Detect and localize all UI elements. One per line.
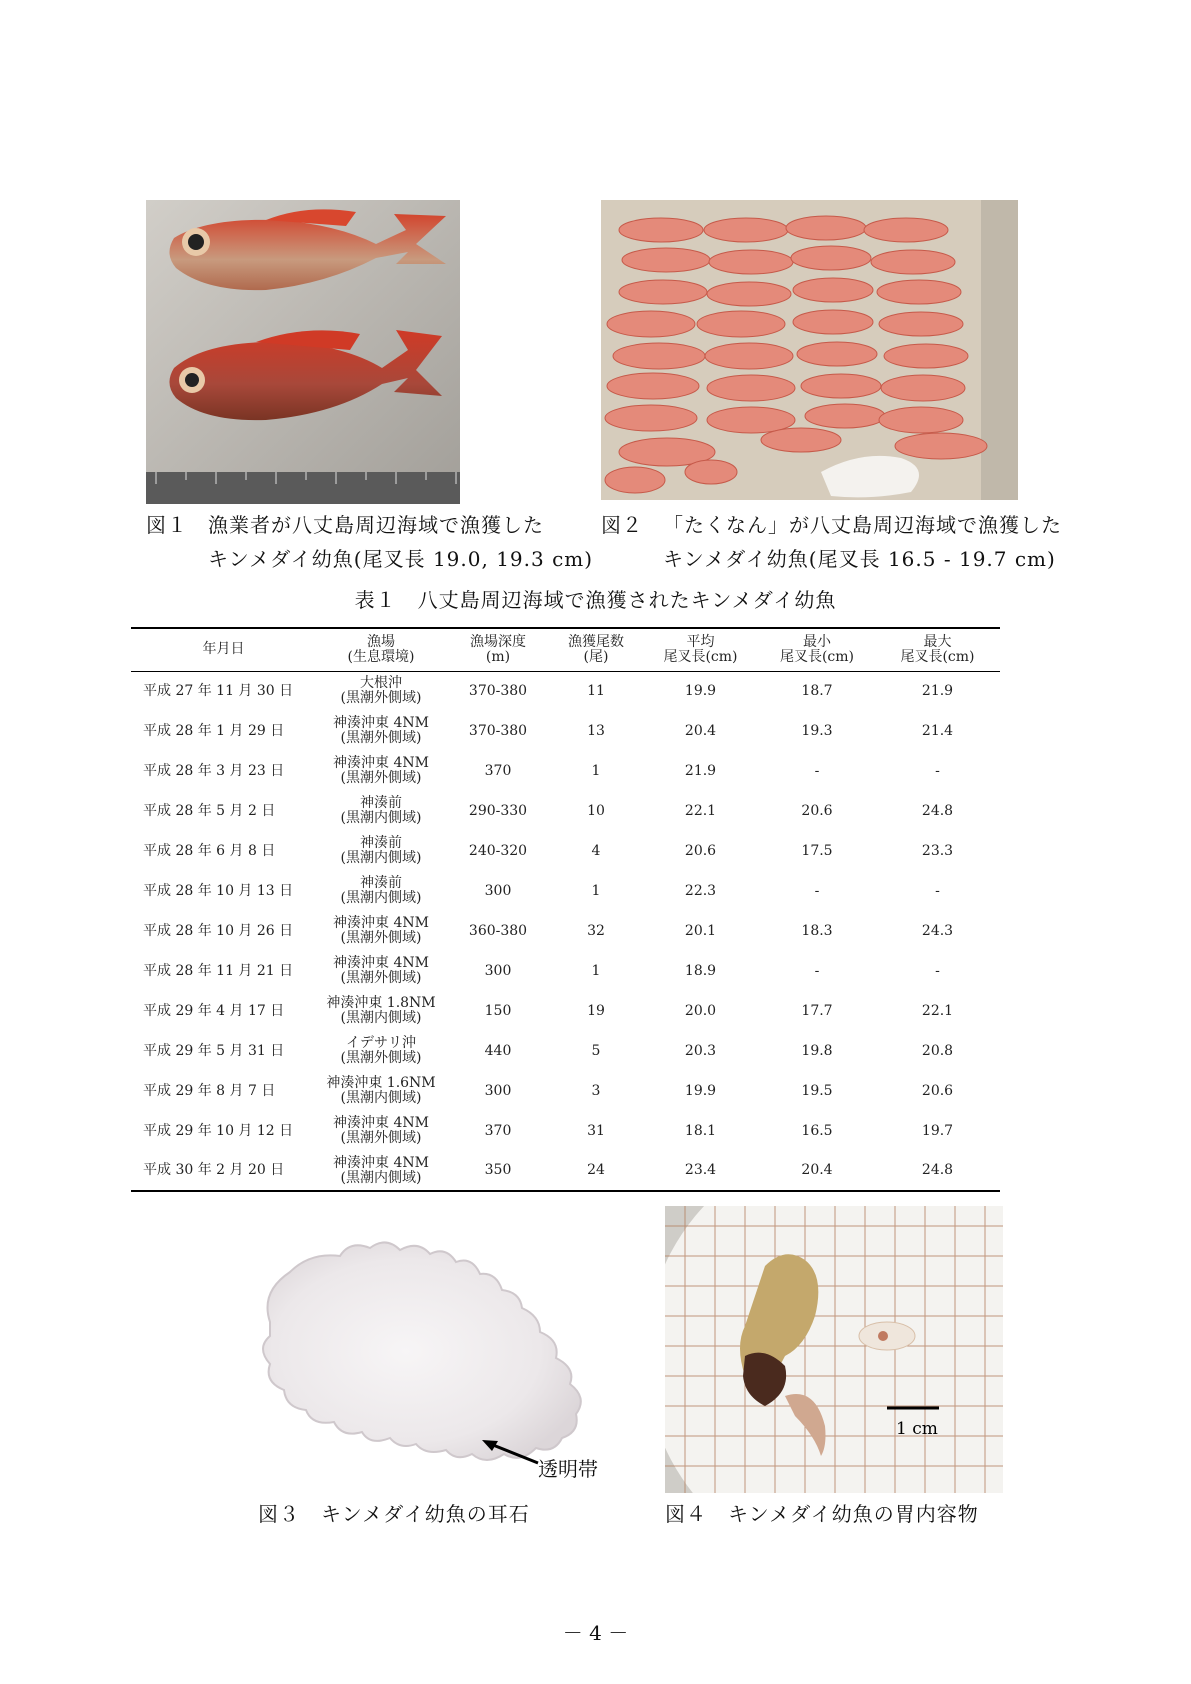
cell-date: 平成 27 年 11 月 30 日 (143, 682, 294, 699)
cell-max: 20.6 (921, 1082, 954, 1099)
cell-date: 平成 28 年 11 月 21 日 (143, 962, 294, 979)
caption-line-1: 「たくなん」が八丈島周辺海域で漁獲した (663, 513, 1062, 537)
cell-count: 1 (591, 762, 601, 779)
cell-date: 平成 28 年 3 月 23 日 (143, 762, 285, 779)
table-row (131, 751, 1000, 791)
cell-date: 平成 28 年 6 月 8 日 (143, 842, 276, 859)
cell-ground: 神湊前 (黒潮内側域) (340, 795, 422, 826)
table-row (131, 911, 1000, 951)
cell-depth: 300 (484, 962, 512, 979)
cell-ground: 神湊沖東 1.6NM (黒潮内側域) (326, 1075, 436, 1106)
caption-line-2: キンメダイ幼魚(尾叉長 19.0, 19.3 cm) (208, 547, 594, 571)
table-row (131, 1111, 1000, 1151)
cell-ground: 神湊沖東 4NM (黒潮外側域) (333, 715, 429, 746)
cell-min: 19.5 (801, 1082, 833, 1099)
cell-mean: 20.3 (684, 1042, 717, 1059)
cell-mean: 20.1 (684, 922, 717, 939)
cell-ground: 神湊沖東 4NM (黒潮外側域) (333, 755, 429, 786)
header-count: 漁獲尾数 (尾) (568, 633, 624, 665)
scale-bar-label: 1 cm (896, 1419, 938, 1439)
cell-max: - (935, 962, 940, 979)
header-depth: 漁場深度 (m) (470, 633, 526, 665)
caption-line-1: 漁業者が八丈島周辺海域で漁獲した (208, 513, 544, 537)
cell-min: - (814, 882, 820, 899)
cell-min: 16.5 (801, 1122, 833, 1139)
cell-count: 5 (591, 1042, 601, 1059)
cell-ground: 神湊前 (黒潮内側域) (340, 875, 422, 906)
cell-date: 平成 28 年 10 月 13 日 (143, 882, 294, 899)
header-max: 最大 尾叉長(cm) (900, 633, 975, 665)
cell-count: 11 (587, 682, 605, 699)
cell-max: 24.8 (921, 802, 954, 819)
cell-max: 21.4 (921, 722, 954, 739)
cell-count: 31 (587, 1122, 605, 1139)
cell-mean: 23.4 (684, 1162, 717, 1178)
cell-count: 13 (587, 722, 605, 739)
cell-min: - (814, 962, 820, 979)
table-row (131, 671, 1000, 711)
table-header-row (131, 628, 1000, 671)
cell-depth: 240-320 (468, 842, 528, 859)
cell-max: 22.1 (921, 1002, 954, 1019)
cell-max: - (935, 762, 940, 779)
cell-count: 24 (587, 1162, 605, 1178)
cell-ground: 神湊沖東 4NM (黒潮外側域) (333, 1115, 429, 1146)
cell-depth: 370-380 (468, 722, 528, 739)
cell-count: 10 (587, 802, 605, 819)
figure-1-photo (146, 200, 460, 504)
cell-ground: 神湊前 (黒潮内側域) (340, 835, 422, 866)
table-row (131, 791, 1000, 831)
cell-count: 32 (587, 922, 605, 939)
cell-depth: 350 (484, 1162, 512, 1178)
cell-ground: 神湊沖東 4NM (黒潮外側域) (333, 915, 429, 946)
cell-mean: 18.1 (684, 1122, 717, 1139)
cell-date: 平成 29 年 4 月 17 日 (143, 1002, 285, 1019)
header-min: 最小 尾叉長(cm) (779, 633, 855, 665)
cell-date: 平成 29 年 5 月 31 日 (143, 1042, 285, 1059)
cell-max: 19.7 (921, 1122, 954, 1139)
arrow-icon (480, 1437, 540, 1467)
cell-depth: 370-380 (468, 682, 528, 699)
cell-min: 19.3 (801, 722, 833, 739)
cell-max: 24.3 (921, 922, 954, 939)
table-row (131, 951, 1000, 991)
cell-mean: 20.0 (684, 1002, 717, 1019)
cell-min: 18.3 (801, 922, 833, 939)
cell-min: 17.7 (801, 1002, 833, 1019)
cell-depth: 150 (484, 1002, 512, 1019)
figure-4-caption: 図４ キンメダイ幼魚の胃内容物 (665, 1502, 979, 1526)
cell-min: 19.8 (801, 1042, 833, 1059)
figure-2-caption (601, 508, 1062, 576)
cell-mean: 20.4 (684, 722, 717, 739)
cell-date: 平成 28 年 5 月 2 日 (143, 802, 276, 819)
table-row (131, 871, 1000, 911)
table-row (131, 831, 1000, 871)
figure-2-photo (601, 200, 1018, 500)
cell-max: 23.3 (921, 842, 954, 859)
cell-depth: 300 (484, 882, 512, 899)
figure-4-stomach-contents (665, 1206, 1003, 1493)
table-title: 表１ 八丈島周辺海域で漁獲されたキンメダイ幼魚 (354, 588, 837, 612)
header-ground: 漁場 (生息環境) (347, 633, 415, 665)
cell-max: 20.8 (921, 1042, 954, 1059)
caption-number: 図２ (601, 513, 643, 537)
header-date: 年月日 (202, 641, 245, 658)
cell-date: 平成 28 年 10 月 26 日 (143, 922, 294, 939)
table-row (131, 991, 1000, 1031)
cell-depth: 370 (484, 1122, 512, 1139)
cell-depth: 360-380 (468, 922, 528, 939)
cell-mean: 18.9 (684, 962, 717, 979)
cell-ground: 神湊沖東 4NM (黒潮内側域) (333, 1154, 429, 1186)
table-row (131, 1151, 1000, 1191)
figure-3-caption: 図３ キンメダイ幼魚の耳石 (258, 1502, 530, 1526)
cell-mean: 22.1 (684, 802, 717, 819)
cell-count: 3 (591, 1082, 601, 1099)
cell-count: 19 (587, 1002, 605, 1019)
cell-mean: 20.6 (684, 842, 717, 859)
cell-date: 平成 29 年 8 月 7 日 (143, 1082, 276, 1099)
cell-min: 20.4 (801, 1162, 833, 1178)
cell-max: 24.8 (921, 1162, 954, 1178)
caption-line-2: キンメダイ幼魚(尾叉長 16.5 - 19.7 cm) (663, 547, 1056, 571)
cell-ground: 大根沖 (黒潮外側域) (340, 675, 422, 707)
cell-depth: 290-330 (468, 802, 528, 819)
cell-count: 4 (591, 842, 601, 859)
header-mean: 平均 尾叉長(cm) (663, 633, 738, 665)
cell-ground: 神湊沖東 1.8NM (黒潮内側域) (326, 995, 436, 1026)
cell-date: 平成 30 年 2 月 20 日 (143, 1162, 285, 1178)
cell-min: 18.7 (801, 682, 833, 699)
cell-mean: 19.9 (684, 682, 717, 699)
cell-min: - (814, 762, 820, 779)
transparent-zone-label: 透明帯 (538, 1457, 598, 1481)
cell-mean: 19.9 (684, 1082, 717, 1099)
table-row (131, 1031, 1000, 1071)
page-number: － 4 － (562, 1621, 629, 1645)
cell-depth: 300 (484, 1082, 512, 1099)
catch-table (131, 627, 1000, 1192)
table-row (131, 1071, 1000, 1111)
cell-ground: 神湊沖東 4NM (黒潮外側域) (333, 955, 429, 986)
cell-min: 20.6 (801, 802, 833, 819)
figure-1-caption (146, 508, 593, 576)
cell-max: 21.9 (921, 682, 954, 699)
cell-mean: 22.3 (684, 882, 717, 899)
cell-count: 1 (591, 882, 601, 899)
cell-mean: 21.9 (684, 762, 717, 779)
cell-count: 1 (591, 962, 601, 979)
cell-date: 平成 28 年 1 月 29 日 (143, 722, 285, 739)
cell-ground: イデサリ沖 (黒潮外側域) (340, 1035, 422, 1066)
cell-depth: 440 (484, 1042, 512, 1059)
table-row (131, 711, 1000, 751)
cell-depth: 370 (484, 762, 512, 779)
figure-3-otolith (250, 1232, 620, 1472)
cell-max: - (935, 882, 940, 899)
cell-min: 17.5 (801, 842, 833, 859)
cell-date: 平成 29 年 10 月 12 日 (143, 1122, 294, 1139)
caption-number: 図１ (146, 513, 188, 537)
